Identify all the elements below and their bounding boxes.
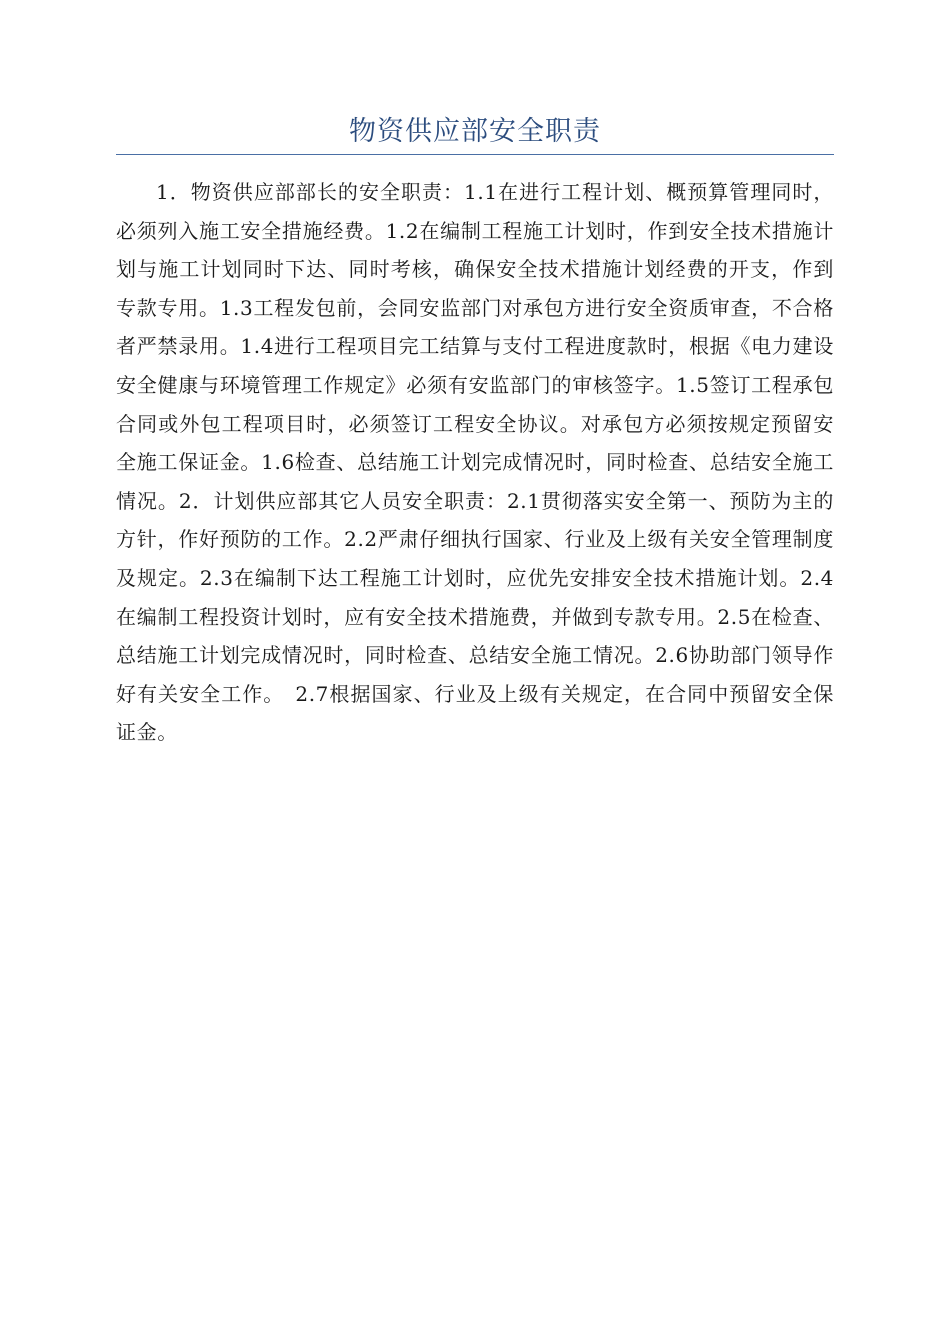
document-body: 1．物资供应部部长的安全职责：1.1在进行工程计划、概预算管理同时，必须列入施工安全措施经费。1.2在编制工程施工计划时，作到安全技术措施计划与施工计划同时下达、同时考核，确保安全技术措施计划经费的开支，作到专款专用。1.3工程发包前，会同安监部门对承包方进行安全资质审查，不合格者严禁录用。1.4进行工程项目完工结算与支付工程进度款时，根据《电力建设安全健康与环境管理工作规定》必须有安监部门的审核签字。1.5签订工程承包合同或外包工程项目时，必须签订工程安全协议。对承包方必须按规定预留安全施工保证金。1.6检查、总结施工计划完成情况时，同时检查、总结安全施工情况。2．计划供应部其它人员安全职责：2.1贯彻落实安全第一、预防为主的方针，作好预防的工作。2.2严肃仔细执行国家、行业及上级有关安全管理制度及规定。2.3在编制下达工程施工计划时，应优先安排安全技术措施计划。2.4在编制工程投资计划时，应有安全技术措施费，并做到专款专用。2.5在检查、总结施工计划完成情况时，同时检查、总结安全施工情况。2.6协助部门领导作好有关安全工作。 2.7根据国家、行业及上级有关规定，在合同中预留安全保证金。 — [116, 180, 834, 745]
document-title: 物资供应部安全职责 — [349, 116, 601, 147]
title-underline — [116, 154, 834, 155]
